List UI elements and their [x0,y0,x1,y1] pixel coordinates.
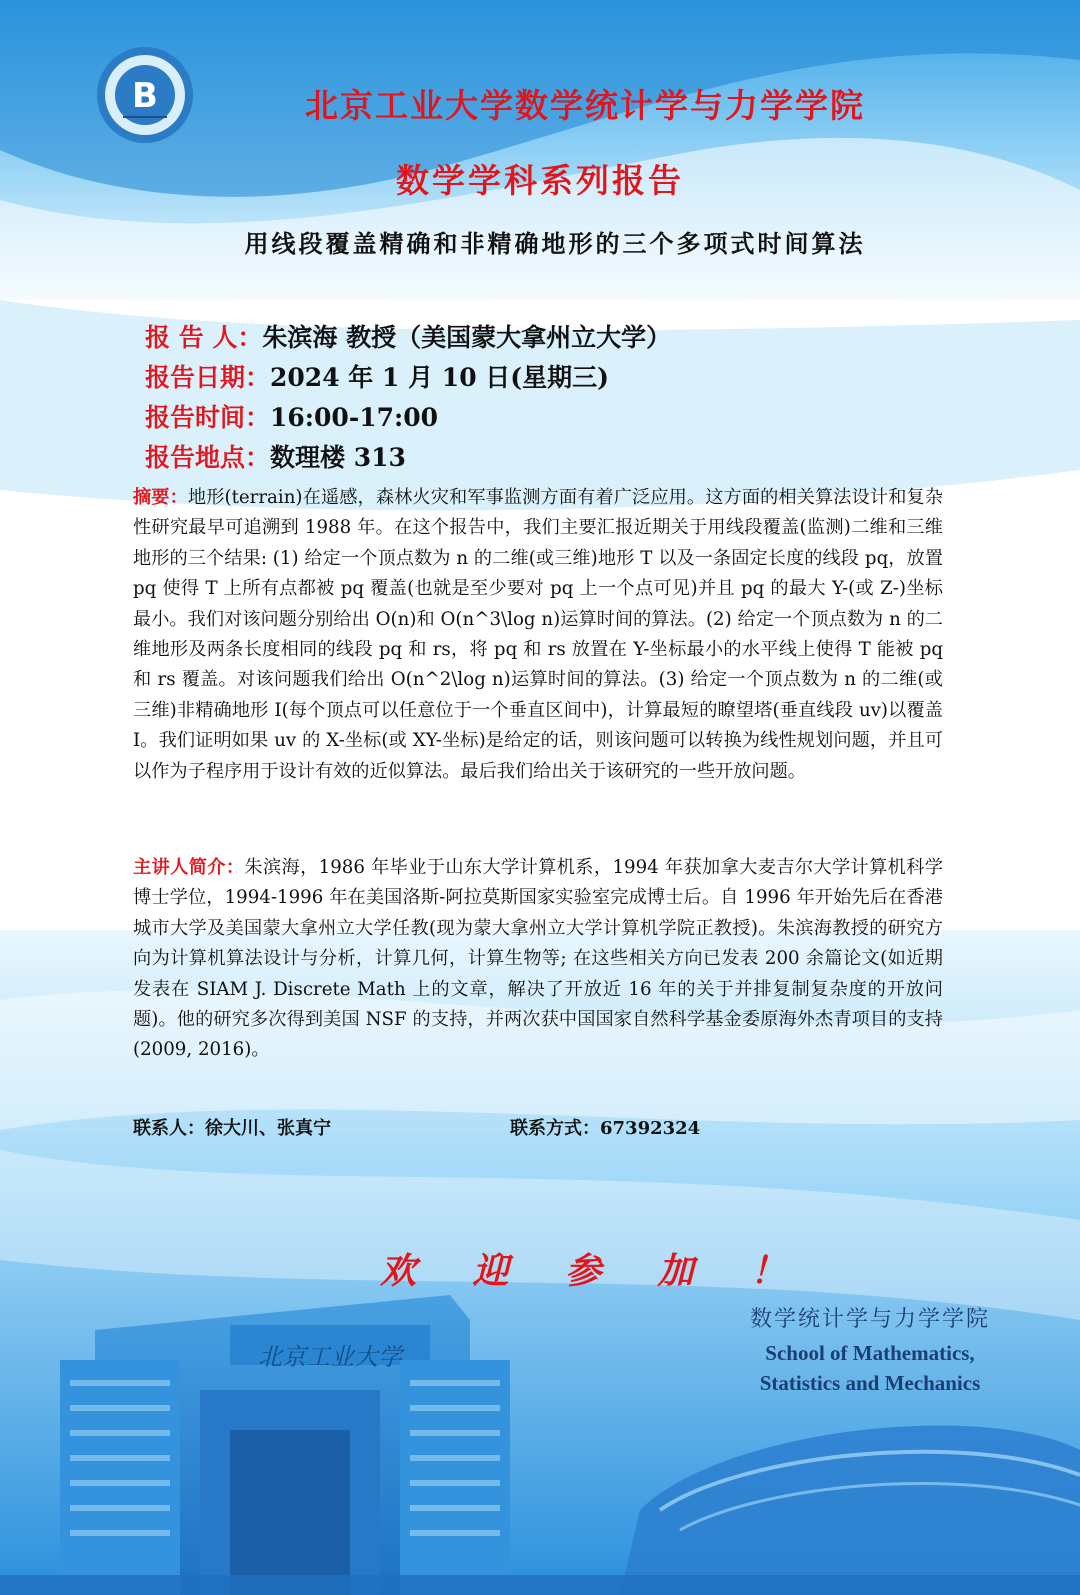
bio-label: 主讲人简介： [133,857,245,878]
abstract-text: 地形(terrain)在遥感，森林火灾和军事监测方面有着广泛应用。这方面的相关算法设计和复杂性研究最早可追溯到 1988 年。在这个报告中，我们主要汇报近期关于用线段覆盖(监测)二维和三维地形的三个结果: (1) 给定一个顶点数为 n 的二维(或三维)地形 T 以及一条固定长度的线段 pq，放置 pq 使得 T 上所有点都被 pq 覆盖(也就是至少要对 pq 上一个点可见)并且 pq 的最大 Y-(或 Z-)坐标最小。我们对该问题分别给出 O(n)和 O(n^3\log n)运算时间的算法。(2) 给定一个顶点数为 n 的二维地形及两条长度相同的线段 pq 和 rs，将 pq 和 rs 放置在 Y-坐标最小的水平线上使得 T 能被 pq 和 rs 覆盖。对该问题我们给出 O(n^2\log n)运算时间的算法。(3) 给定一个顶点数为 n 的二维(或三维)非精确地形 I(每个顶点可以任意位于一个垂直区间中)，计算最短的瞭望塔(垂直线段 uv)以覆盖 I。我们证明如果 uv 的 X-坐标(或 XY-坐标)是给定的话，则该问题可以转换为线性规划问题，并且可以作为子程序用于设计有效的近似算法。最后我们给出关于该研究的一些开放问题。 [133,487,943,782]
series-title: 数学学科系列报告 [396,161,684,200]
contact-phone: 联系方式：67392324 [510,1118,701,1139]
location-label: 报告地点： [145,443,271,472]
contact-persons: 联系人：徐大川、张真宁 [133,1118,331,1139]
speaker-row [145,318,671,358]
date-label: 报告日期： [145,363,271,392]
abstract-paragraph [133,483,943,787]
institute-title: 北京工业大学数学统计学与力学学院 [305,86,865,125]
speaker-label: 报 告 人： [145,323,263,352]
school-name-cn: 数学统计学与力学学院 [749,1306,990,1331]
speaker-value: 朱滨海 教授（美国蒙大拿州立大学） [262,323,672,352]
speaker-bio-paragraph [133,853,943,1066]
bio-text: 朱滨海，1986 年毕业于山东大学计算机系，1994 年获加拿大麦吉尔大学计算机科学博士学位，1994-1996 年在美国洛斯-阿拉莫斯国家实验室完成博士后。自 1996 年开始先后在香港城市大学及美国蒙大拿州立大学任教(现为蒙大拿州立大学计算机学院正教授)。朱滨海教授的研究方向为计算机算法设计与分析，计算几何，计算生物等; 在这些相关方向已发表 200 余篇论文(如近期发表在 SIAM J. Discrete Math 上的文章，解决了开放近 16 年的关于并排复制复杂度的开放问题)。他的研究多次得到美国 NSF 的支持，并两次获中国国家自然科学基金委原海外杰青项目的支持(2009, 2016)。 [133,857,943,1061]
time-label: 报告时间： [145,403,271,432]
time-row [145,398,671,438]
date-value: 2024 年 1 月 10 日(星期三) [270,363,609,392]
welcome-text: 欢 迎 参 加 ！ [380,1250,809,1292]
school-name-en [710,1338,1030,1398]
time-value: 16:00-17:00 [270,403,439,432]
date-row [145,358,671,398]
talk-title: 用线段覆盖精确和非精确地形的三个多项式时间算法 [244,229,866,258]
building-sign: 北京工业大学 [258,1343,402,1371]
location-row [145,438,671,478]
location-value: 数理楼 313 [270,443,406,472]
abstract-label: 摘要： [133,487,188,508]
talk-info [145,318,671,478]
svg-text:B: B [132,76,158,116]
school-name-en-line2: Statistics and Mechanics [759,1371,981,1395]
school-name-en-line1: School of Mathematics, [765,1341,975,1365]
